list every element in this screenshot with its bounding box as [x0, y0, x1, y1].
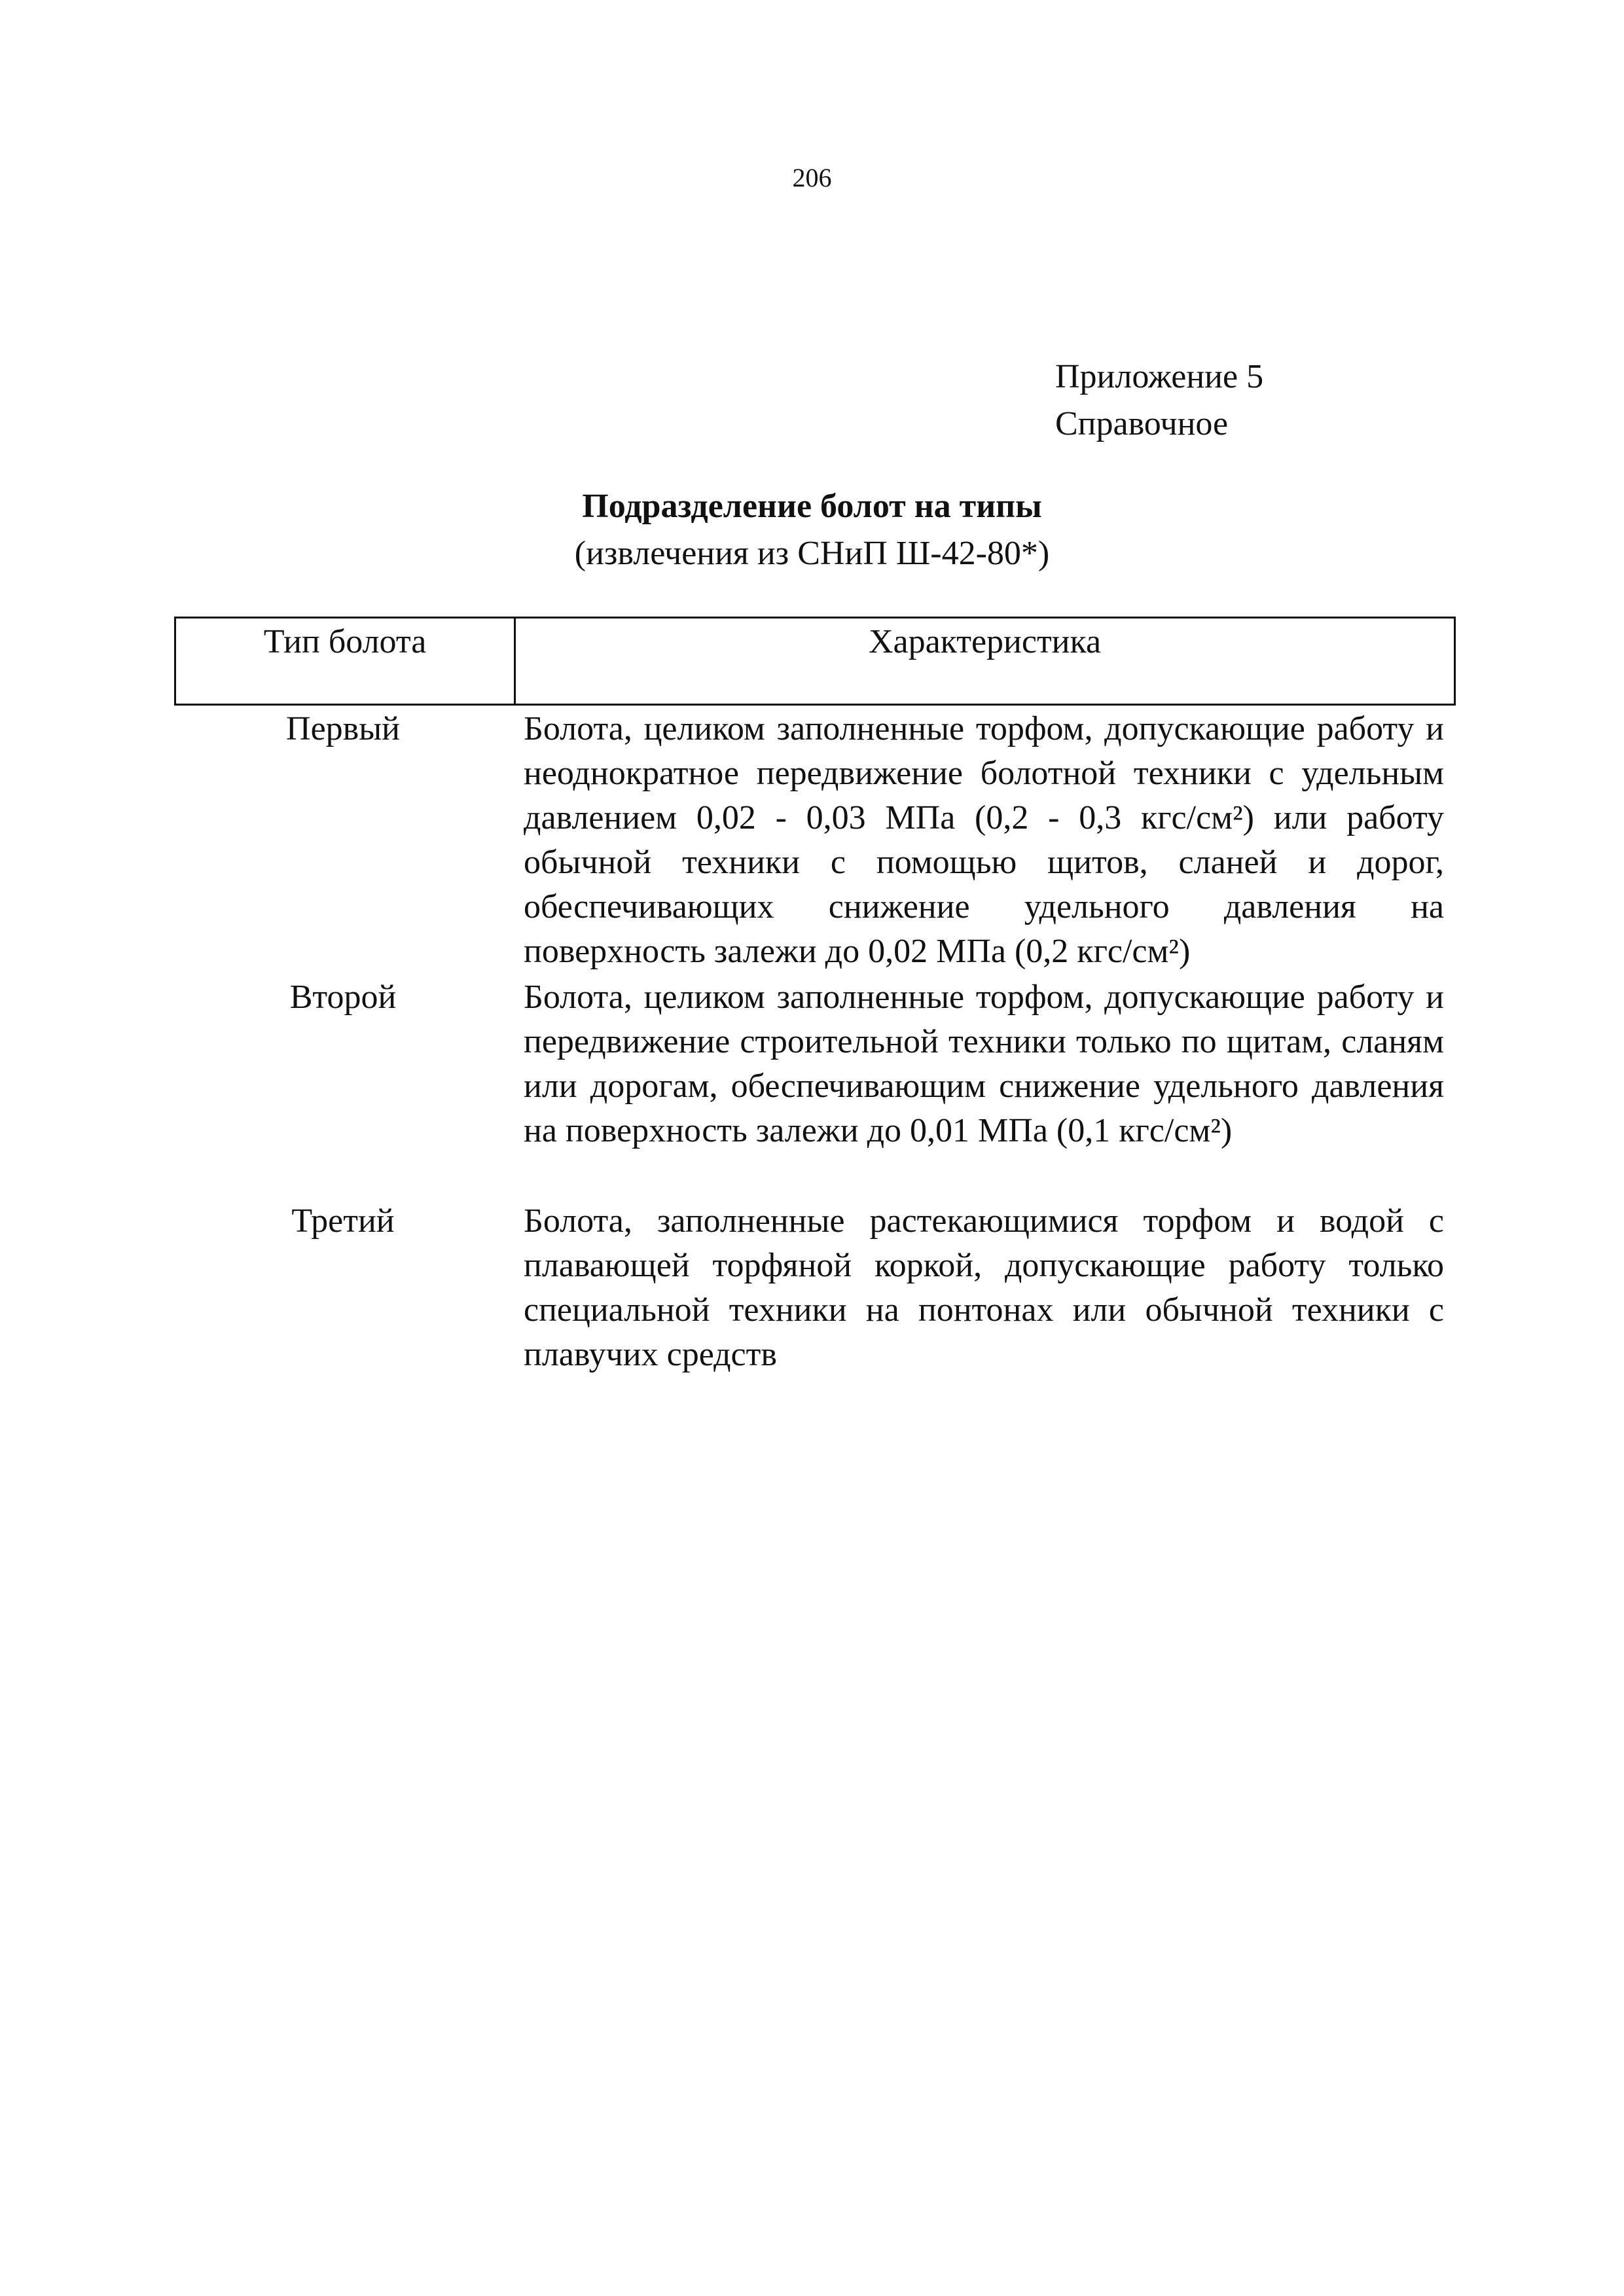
page-number: 206	[792, 163, 832, 192]
document-title: Подразделение болот на типы	[582, 488, 1042, 525]
appendix-kind: Справочное	[1055, 405, 1229, 442]
row-type: Второй	[289, 978, 397, 1016]
header-type: Тип болота	[263, 623, 427, 660]
appendix-block	[1055, 353, 1263, 448]
table-header	[174, 617, 1456, 706]
row-type: Первый	[286, 710, 400, 747]
appendix-label: Приложение 5	[1055, 358, 1264, 395]
document-subtitle: (извлечения из СНиП Ш-42-80*)	[574, 535, 1050, 572]
row-description: Болота, заполненные растекающимися торфом и водой с плавающей торфяной коркой, допускающие работу только специальной техники на понтонах или обычной техники с плавучих средств	[524, 1202, 1444, 1373]
header-characteristic: Характеристика	[868, 623, 1102, 660]
title-block	[0, 483, 1624, 577]
row-description: Болота, целиком заполненные торфом, допускающие работу и неоднократное передвижение болотной техники с удельным давлением 0,02 - 0,03 МПа (0,2 - 0,3 кгс/см²) или работу обычной техники с помощью щитов, сланей и дорог, обеспечивающих снижение удельного давления на поверхность залежи до 0,02 МПа (0,2 кгс/см²)	[524, 710, 1444, 970]
row-description: Болота, целиком заполненные торфом, допускающие работу и передвижение строительной техники только по щитам, сланям или дорогам, обеспечивающим снижение удельного давления на поверхность залежи до 0,01 МПа (0,1 кгс/см²)	[524, 978, 1444, 1149]
row-type: Третий	[291, 1202, 395, 1240]
